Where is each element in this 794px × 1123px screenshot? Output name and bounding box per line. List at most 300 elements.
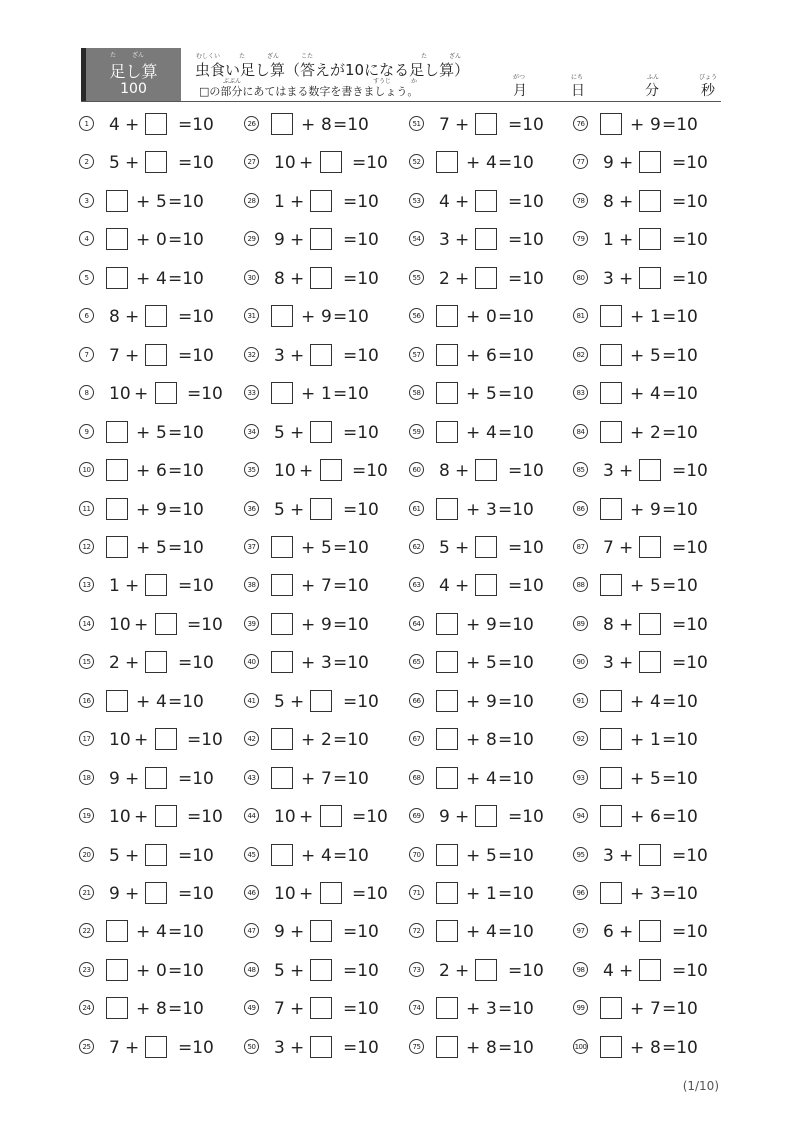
answer-box[interactable] [145,574,167,596]
problem-item [79,996,244,1022]
badge-title: 足し算 [109,62,158,81]
answer-box[interactable] [639,959,661,981]
answer-box[interactable] [310,920,332,942]
problem-number: 19 [79,808,94,823]
problem-item [79,343,244,369]
plus-sign: + [630,345,645,366]
problem-number: 20 [79,847,94,862]
answer-box[interactable] [320,882,342,904]
equals-ten: =10 [498,845,534,866]
problem-number: 96 [573,885,588,900]
answer-box[interactable] [106,536,128,558]
answer-box[interactable] [436,767,458,789]
plus-sign: + [136,422,151,443]
problem-number: 56 [409,308,424,323]
problem-item [409,535,574,561]
plus-sign: + [301,576,316,597]
answer-box[interactable] [271,844,293,866]
equals-ten: =10 [498,345,534,366]
equals-ten: =10 [343,499,379,520]
answer-box[interactable] [271,113,293,135]
date-label-month: 月 [513,83,527,99]
addend: 2 [439,268,450,289]
equals-ten: =10 [662,730,698,751]
addend: 1 [321,384,332,405]
addend: 9 [603,153,614,174]
problem-number: 88 [573,577,588,592]
problem-number: 11 [79,501,94,516]
addend: 8 [486,730,497,751]
addend: 7 [650,999,661,1020]
ruby: た [110,52,117,59]
answer-box[interactable] [145,844,167,866]
answer-box[interactable] [600,305,622,327]
problem-item [573,573,738,599]
problem-number: 87 [573,539,588,554]
problem-number: 33 [244,385,259,400]
answer-box[interactable] [310,344,332,366]
addend: 5 [321,537,332,558]
problem-item [573,381,738,407]
plus-sign: + [466,345,481,366]
equals-ten: =10 [343,691,379,712]
answer-box[interactable] [436,651,458,673]
answer-box[interactable] [155,728,177,750]
problem-item [79,535,244,561]
addend: 6 [156,461,167,482]
answer-box[interactable] [639,151,661,173]
problem-item [244,727,409,753]
problem-item [79,420,244,446]
plus-sign: + [466,153,481,174]
addend: 10 [274,461,296,482]
answer-box[interactable] [106,920,128,942]
addend: 3 [650,884,661,904]
answer-box[interactable] [155,613,177,635]
plus-sign: + [619,461,634,482]
problem-number: 79 [573,231,588,246]
addend: 4 [486,768,497,789]
answer-box[interactable] [310,690,332,712]
addend: 2 [650,422,661,443]
plus-sign: + [619,268,634,289]
answer-box[interactable] [475,113,497,135]
addend: 7 [439,115,450,135]
problem-number: 26 [244,116,259,131]
equals-ten: =10 [333,115,369,135]
answer-box[interactable] [271,574,293,596]
equals-ten: =10 [168,461,204,482]
problem-number: 31 [244,308,259,323]
addend: 5 [274,691,285,712]
problem-number: 14 [79,616,94,631]
equals-ten: =10 [333,653,369,674]
addend: 1 [274,191,285,212]
plus-sign: + [455,537,470,558]
answer-box[interactable] [310,1036,332,1058]
addend: 10 [274,153,296,174]
problem-number: 35 [244,462,259,477]
addend: 5 [486,384,497,405]
problem-item [244,227,409,253]
problem-number: 45 [244,847,259,862]
problem-number: 86 [573,501,588,516]
equals-ten: =10 [672,191,708,212]
plus-sign: + [619,191,634,212]
addend: 8 [603,191,614,212]
addend: 3 [486,999,497,1020]
problem-number: 8 [79,385,94,400]
answer-box[interactable] [145,151,167,173]
answer-box[interactable] [320,805,342,827]
problem-number: 77 [573,154,588,169]
answer-box[interactable] [145,767,167,789]
problem-item [573,996,738,1022]
answer-box[interactable] [271,767,293,789]
equals-ten: =10 [508,268,544,289]
addend: 3 [603,653,614,674]
equals-ten: =10 [498,999,534,1020]
plus-sign: + [290,230,305,251]
answer-box[interactable] [106,459,128,481]
problem-number: 39 [244,616,259,631]
answer-box[interactable] [271,536,293,558]
answer-box[interactable] [639,920,661,942]
answer-box[interactable] [106,228,128,250]
equals-ten: =10 [672,537,708,558]
problem-item [409,343,574,369]
problem-item [244,919,409,945]
answer-box[interactable] [600,997,622,1019]
answer-box[interactable] [436,920,458,942]
answer-box[interactable] [106,421,128,443]
equals-ten: =10 [498,153,534,174]
problem-item [79,1035,244,1061]
equals-ten: =10 [333,614,369,635]
answer-box[interactable] [436,728,458,750]
answer-box[interactable] [436,421,458,443]
addend: 0 [156,230,167,251]
answer-box[interactable] [475,190,497,212]
addend: 3 [439,230,450,251]
ruby: びょう [699,74,718,81]
problem-item [79,958,244,984]
addend: 10 [109,384,131,405]
answer-box[interactable] [145,651,167,673]
answer-box[interactable] [475,267,497,289]
answer-box[interactable] [600,728,622,750]
answer-box[interactable] [475,459,497,481]
answer-box[interactable] [320,459,342,481]
plus-sign: + [619,922,634,943]
plus-sign: + [466,999,481,1020]
answer-box[interactable] [145,882,167,904]
problem-number: 100 [573,1039,588,1054]
problem-item [409,689,574,715]
answer-box[interactable] [600,882,622,904]
answer-box[interactable] [600,574,622,596]
answer-box[interactable] [310,190,332,212]
addend: 1 [650,730,661,751]
answer-box[interactable] [310,228,332,250]
answer-box[interactable] [600,344,622,366]
problem-item [79,881,244,907]
plus-sign: + [466,499,481,520]
equals-ten: =10 [178,345,214,366]
problem-item [79,497,244,523]
answer-box[interactable] [145,1036,167,1058]
equals-ten: =10 [672,653,708,674]
answer-box[interactable] [436,344,458,366]
addend: 4 [486,153,497,174]
answer-box[interactable] [271,382,293,404]
answer-box[interactable] [271,728,293,750]
answer-box[interactable] [639,267,661,289]
problem-item [79,689,244,715]
equals-ten: =10 [168,268,204,289]
equals-ten: =10 [333,307,369,328]
addend: 9 [486,614,497,635]
problem-item [79,573,244,599]
equals-ten: =10 [333,730,369,751]
answer-box[interactable] [600,498,622,520]
answer-box[interactable] [639,228,661,250]
problem-item [409,150,574,176]
problem-item [409,112,574,138]
answer-box[interactable] [106,997,128,1019]
problem-number: 89 [573,616,588,631]
answer-box[interactable] [600,382,622,404]
answer-box[interactable] [639,459,661,481]
addend: 4 [156,268,167,289]
answer-box[interactable] [310,267,332,289]
problem-item [409,1035,574,1061]
answer-box[interactable] [310,498,332,520]
answer-box[interactable] [106,498,128,520]
problem-item [409,458,574,484]
answer-box[interactable] [155,382,177,404]
addend: 7 [321,576,332,597]
ruby: ざん [449,53,462,60]
problem-item [409,727,574,753]
answer-box[interactable] [155,805,177,827]
equals-ten: =10 [343,960,379,981]
problem-number: 94 [573,808,588,823]
answer-box[interactable] [106,690,128,712]
answer-box[interactable] [106,267,128,289]
problem-number: 24 [79,1000,94,1015]
answer-box[interactable] [600,421,622,443]
plus-sign: + [136,691,151,712]
answer-box[interactable] [475,228,497,250]
answer-box[interactable] [436,997,458,1019]
answer-box[interactable] [145,113,167,135]
problem-item [573,612,738,638]
problem-item [409,919,574,945]
problem-number: 3 [79,193,94,208]
plus-sign: + [136,230,151,251]
problem-item [409,996,574,1022]
equals-ten: =10 [187,807,223,828]
answer-box[interactable] [639,613,661,635]
addend: 8 [650,1037,661,1058]
problem-number: 93 [573,770,588,785]
answer-box[interactable] [436,882,458,904]
problem-item [244,420,409,446]
answer-box[interactable] [639,536,661,558]
equals-ten: =10 [672,230,708,251]
answer-box[interactable] [436,844,458,866]
equals-ten: =10 [508,230,544,251]
problem-item [573,881,738,907]
answer-box[interactable] [310,997,332,1019]
answer-box[interactable] [436,1036,458,1058]
answer-box[interactable] [475,959,497,981]
answer-box[interactable] [310,959,332,981]
equals-ten: =10 [178,576,214,597]
answer-box[interactable] [271,613,293,635]
addend: 0 [486,307,497,328]
header-divider [81,101,721,102]
plus-sign: + [301,537,316,558]
answer-box[interactable] [639,190,661,212]
answer-box[interactable] [436,382,458,404]
plus-sign: + [455,115,470,135]
addend: 4 [486,422,497,443]
problem-item [79,612,244,638]
problem-item [573,266,738,292]
answer-box[interactable] [639,651,661,673]
problem-number: 27 [244,154,259,169]
plus-sign: + [466,691,481,712]
plus-sign: + [455,960,470,981]
plus-sign: + [466,614,481,635]
problem-item [409,573,574,599]
addend: 9 [156,499,167,520]
plus-sign: + [619,537,634,558]
plus-sign: + [290,345,305,366]
equals-ten: =10 [498,1037,534,1058]
answer-box[interactable] [436,498,458,520]
problem-number: 68 [409,770,424,785]
addend: 3 [603,268,614,289]
addend: 5 [156,422,167,443]
plus-sign: + [136,268,151,289]
problem-number: 5 [79,270,94,285]
problem-number: 75 [409,1039,424,1054]
answer-box[interactable] [600,767,622,789]
equals-ten: =10 [662,884,698,904]
problem-item [244,766,409,792]
plus-sign: + [290,499,305,520]
problem-item [409,227,574,253]
answer-box[interactable] [475,805,497,827]
answer-box[interactable] [475,536,497,558]
plus-sign: + [299,461,314,482]
plus-sign: + [619,230,634,251]
problem-item [573,650,738,676]
answer-box[interactable] [436,613,458,635]
plus-sign: + [455,807,470,828]
equals-ten: =10 [333,384,369,405]
problem-number: 13 [79,577,94,592]
addend: 5 [109,153,120,174]
equals-ten: =10 [672,153,708,174]
badge-count: 100 [120,81,147,97]
plus-sign: + [136,960,151,981]
answer-box[interactable] [106,959,128,981]
problem-number: 10 [79,462,94,477]
addend: 1 [486,884,497,904]
ruby: ざん [132,52,145,59]
plus-sign: + [290,191,305,212]
plus-sign: + [301,384,316,405]
problem-item [573,919,738,945]
answer-box[interactable] [600,690,622,712]
answer-box[interactable] [475,574,497,596]
answer-box[interactable] [320,151,342,173]
problem-number: 67 [409,731,424,746]
plus-sign: + [630,999,645,1020]
answer-box[interactable] [310,421,332,443]
plus-sign: + [290,960,305,981]
plus-sign: + [125,653,140,674]
plus-sign: + [134,807,149,828]
problem-number: 34 [244,424,259,439]
problem-number: 80 [573,270,588,285]
answer-box[interactable] [436,151,458,173]
equals-ten: =10 [508,461,544,482]
answer-box[interactable] [436,305,458,327]
addend: 7 [109,345,120,366]
equals-ten: =10 [178,653,214,674]
plus-sign: + [466,422,481,443]
ruby: ぶぶん [223,78,242,85]
plus-sign: + [619,845,634,866]
answer-box[interactable] [106,190,128,212]
problem-number: 74 [409,1000,424,1015]
plus-sign: + [136,922,151,943]
equals-ten: =10 [498,922,534,943]
plus-sign: + [125,115,140,135]
problem-number: 41 [244,693,259,708]
addend: 3 [274,345,285,366]
answer-box[interactable] [600,1036,622,1058]
addend: 3 [603,461,614,482]
answer-box[interactable] [271,305,293,327]
addend: 5 [650,345,661,366]
problem-item [79,381,244,407]
addend: 5 [274,960,285,981]
plus-sign: + [466,307,481,328]
plus-sign: + [630,422,645,443]
answer-box[interactable] [600,113,622,135]
ruby: た [421,53,428,60]
answer-box[interactable] [145,344,167,366]
equals-ten: =10 [662,768,698,789]
answer-box[interactable] [639,844,661,866]
answer-box[interactable] [436,690,458,712]
answer-box[interactable] [600,805,622,827]
equals-ten: =10 [662,691,698,712]
problem-number: 44 [244,808,259,823]
addend: 5 [274,499,285,520]
answer-box[interactable] [271,651,293,673]
answer-box[interactable] [145,305,167,327]
equals-ten: =10 [508,537,544,558]
equals-ten: =10 [662,576,698,597]
addend: 10 [109,614,131,635]
